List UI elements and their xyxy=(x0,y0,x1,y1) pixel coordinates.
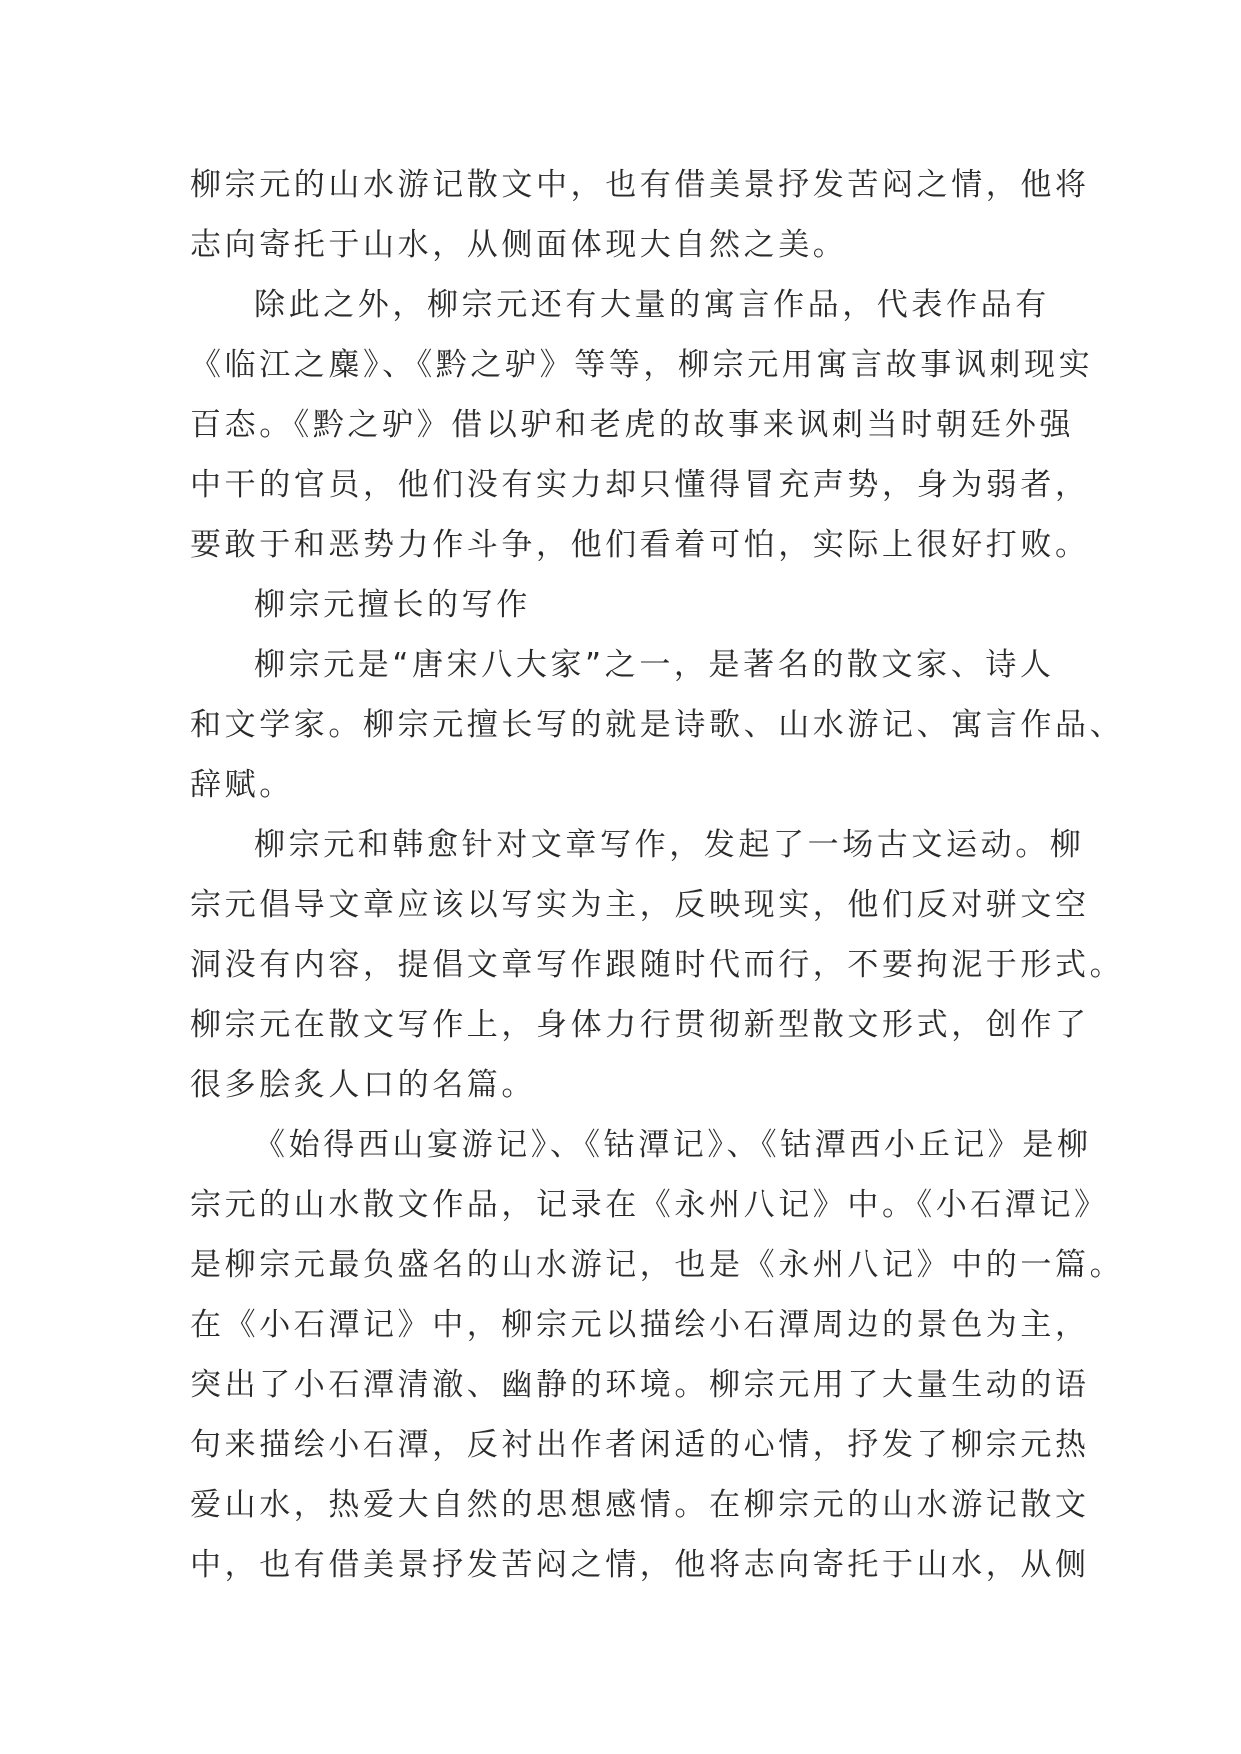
text-line: 句来描绘小石潭，反衬出作者闲适的心情，抒发了柳宗元热 xyxy=(190,1427,1090,1463)
text-line: 很多脍炙人口的名篇。 xyxy=(190,1067,536,1103)
text-line: 中，也有借美景抒发苦闷之情，他将志向寄托于山水，从侧 xyxy=(190,1547,1090,1583)
text-line: 柳宗元的山水游记散文中，也有借美景抒发苦闷之情，他将 xyxy=(190,167,1090,203)
text-line: 洞没有内容，提倡文章写作跟随时代而行，不要拘泥于形式。 xyxy=(190,947,1125,983)
text-line: 爱山水，热爱大自然的思想感情。在柳宗元的山水游记散文 xyxy=(190,1487,1090,1523)
text-line: 柳宗元是“唐宋八大家”之一，是著名的散文家、诗人 xyxy=(254,647,1055,683)
text-line: 《临江之麋》、《黔之驴》等等，柳宗元用寓言故事讽刺现实 xyxy=(190,347,1094,383)
text-line: 中干的官员，他们没有实力却只懂得冒充声势，身为弱者， xyxy=(190,467,1090,503)
text-line: 柳宗元和韩愈针对文章写作，发起了一场古文运动。柳 xyxy=(254,827,1085,863)
text-line: 柳宗元在散文写作上，身体力行贯彻新型散文形式，创作了 xyxy=(190,1007,1090,1043)
text-line: 除此之外，柳宗元还有大量的寓言作品，代表作品有 xyxy=(254,287,1050,323)
text-line: 要敢于和恶势力作斗争，他们看着可怕，实际上很好打败。 xyxy=(190,527,1090,563)
text-line: 志向寄托于山水，从侧面体现大自然之美。 xyxy=(190,227,848,263)
text-line: 是柳宗元最负盛名的山水游记，也是《永州八记》中的一篇。 xyxy=(190,1247,1125,1283)
text-line: 百态。《黔之驴》借以驴和老虎的故事来讽刺当时朝廷外强 xyxy=(190,407,1075,443)
text-line: 和文学家。柳宗元擅长写的就是诗歌、山水游记、寓言作品、 xyxy=(190,707,1125,743)
text-line: 辞赋。 xyxy=(190,767,294,803)
section-heading: 柳宗元擅长的写作 xyxy=(254,587,531,623)
text-line: 《始得西山宴游记》、《钴潭记》、《钴潭西小丘记》是柳 xyxy=(254,1127,1092,1163)
text-line: 在《小石潭记》中，柳宗元以描绘小石潭周边的景色为主， xyxy=(190,1307,1090,1343)
text-line: 宗元倡导文章应该以写实为主，反映现实，他们反对骈文空 xyxy=(190,887,1090,923)
text-line: 宗元的山水散文作品，记录在《永州八记》中。《小石潭记》 xyxy=(190,1187,1109,1223)
text-line: 突出了小石潭清澈、幽静的环境。柳宗元用了大量生动的语 xyxy=(190,1367,1090,1403)
